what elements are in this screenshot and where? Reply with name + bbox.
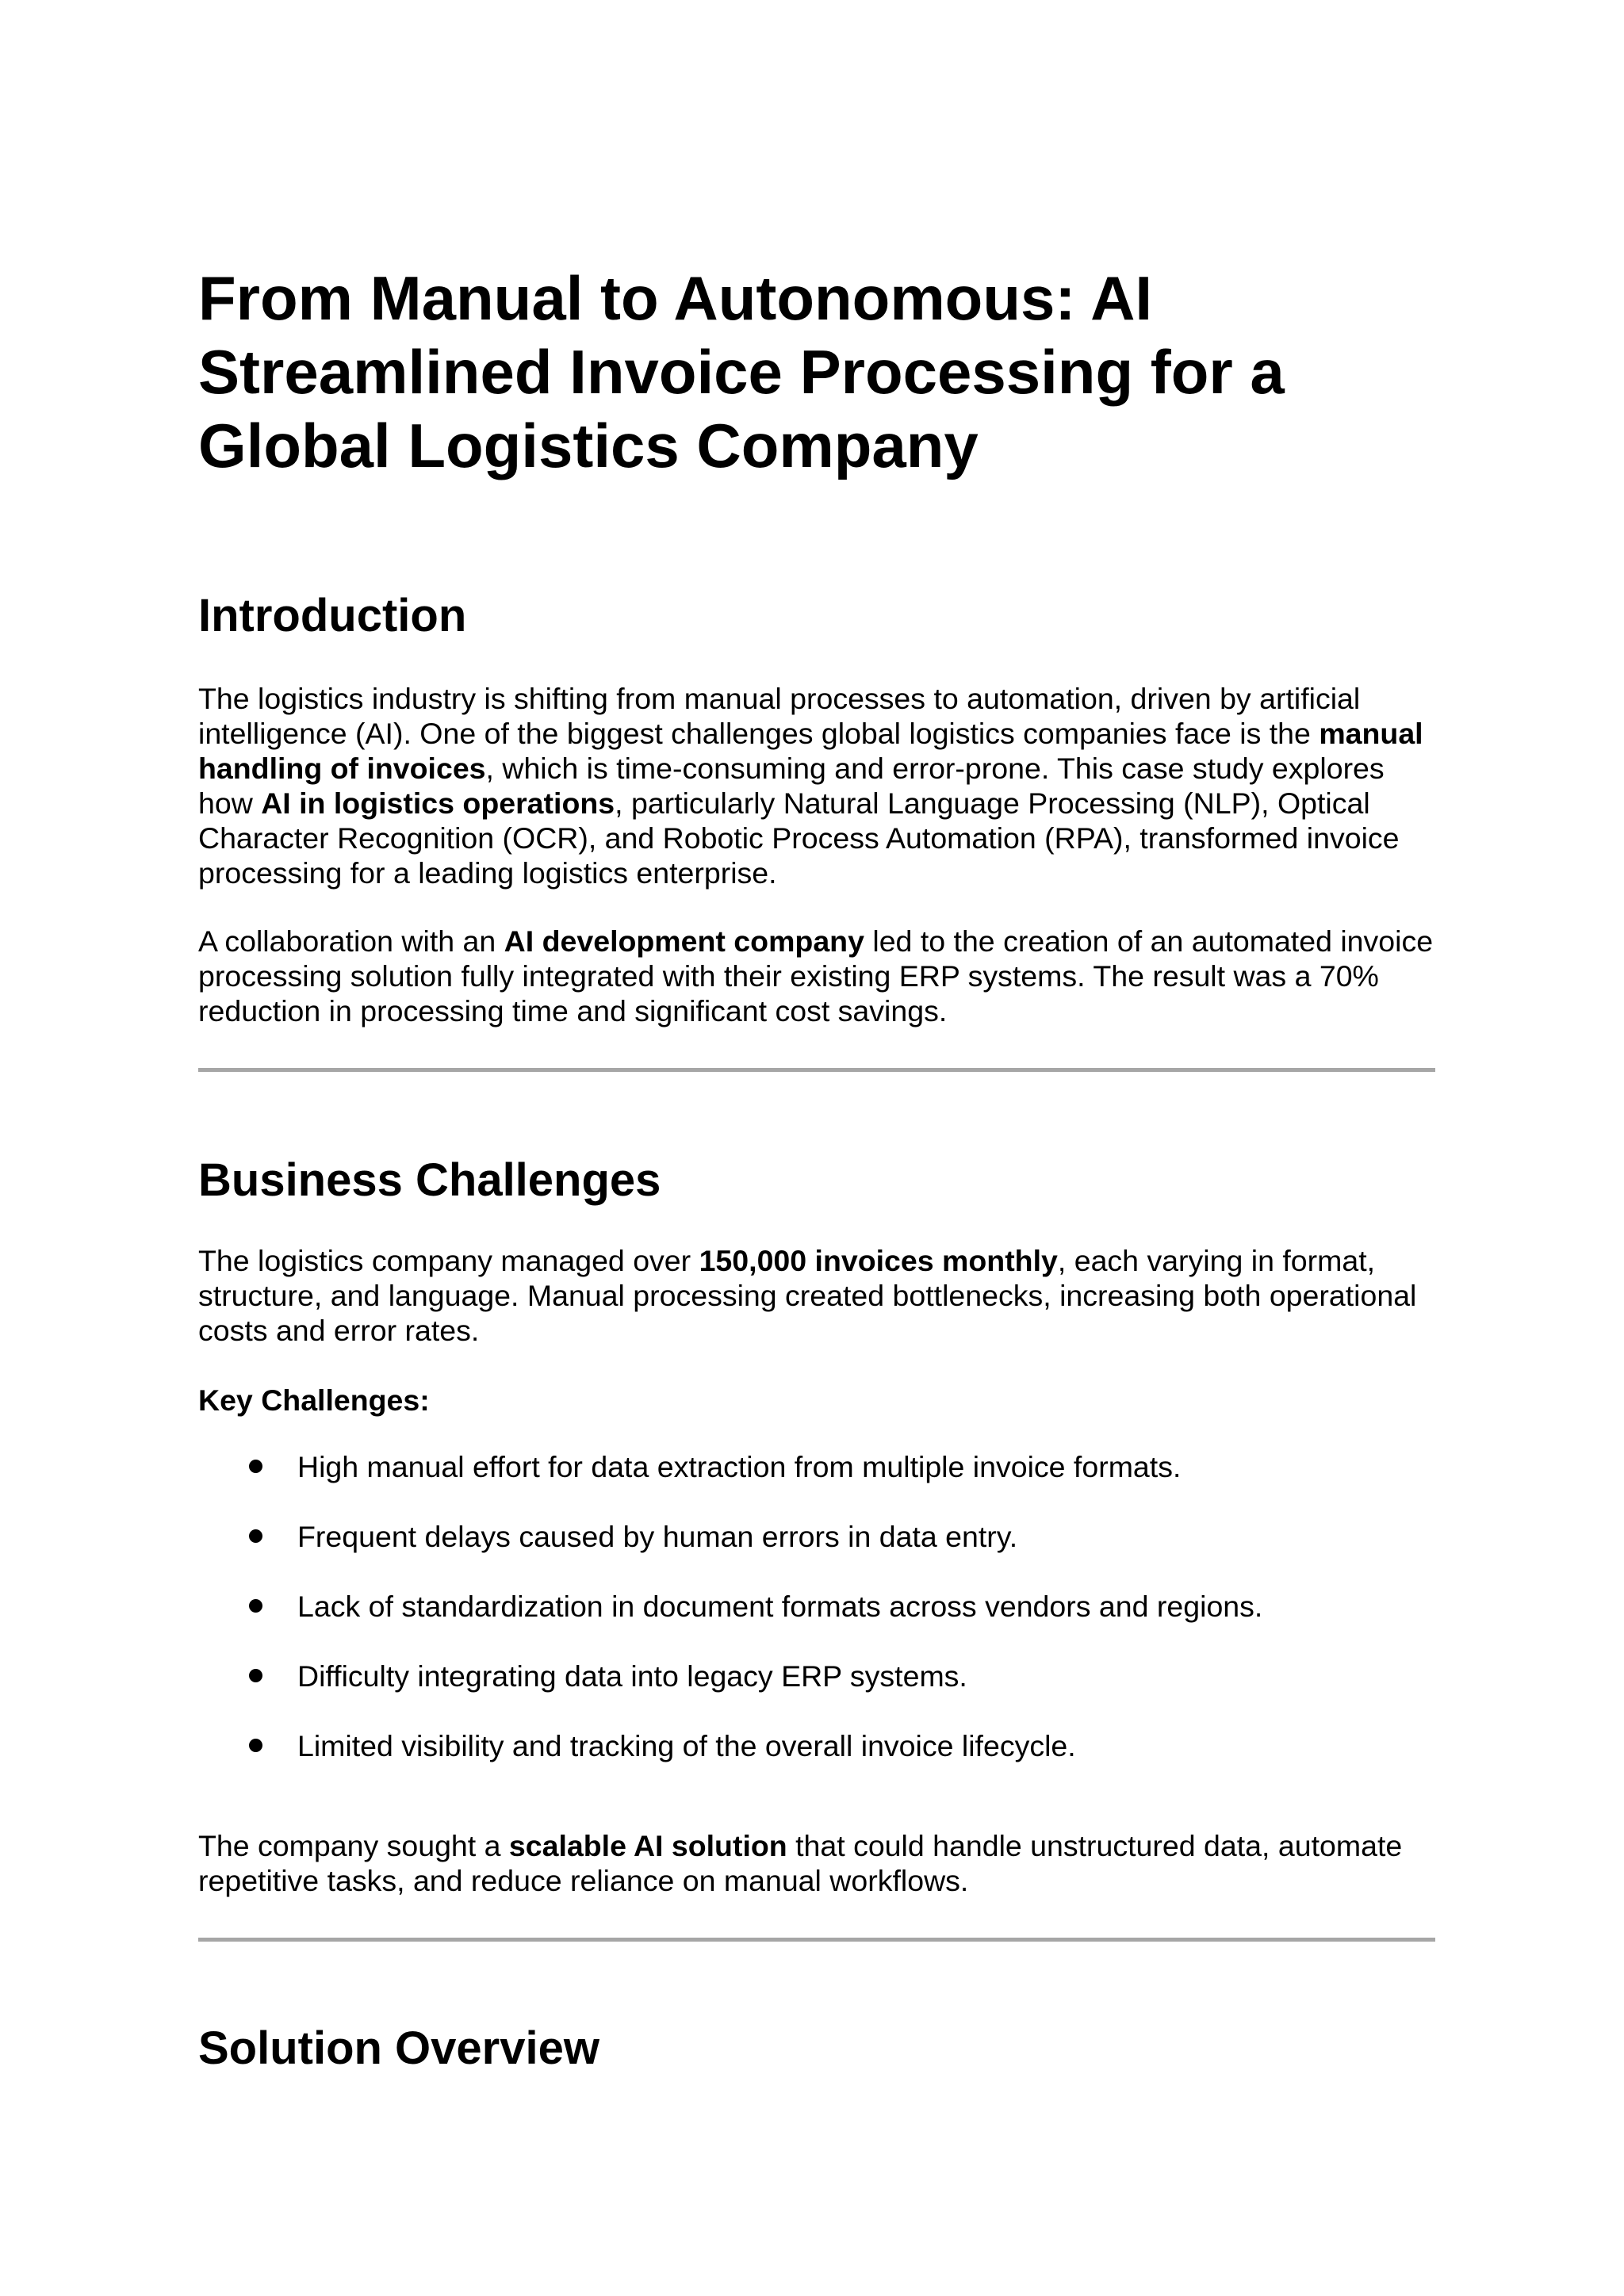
list-item: High manual effort for data extraction from multiple invoice formats.	[198, 1449, 1435, 1484]
bullet-icon	[249, 1739, 262, 1752]
document-title: From Manual to Autonomous: AI Streamlined Invoice Processing for a Global Logistics Company	[198, 263, 1285, 480]
challenges-paragraph-1: The logistics company managed over 150,000 invoices monthly, each varying in format, structure, and language. Manual processing created bottlenecks, increasing both operational costs and error rates.	[198, 1244, 1417, 1347]
list-item: Frequent delays caused by human errors in data entry.	[198, 1519, 1435, 1554]
bold-phrase: AI development company	[504, 924, 864, 958]
challenges-paragraph-2: The company sought a scalable AI solution that could handle unstructured data, automate repetitive tasks, and reduce reliance on manual workflows.	[198, 1829, 1403, 1897]
bullet-icon	[249, 1599, 262, 1613]
bold-phrase: 150,000 invoices monthly	[699, 1244, 1058, 1277]
section-heading-introduction: Introduction	[198, 590, 467, 641]
bullet-icon	[249, 1669, 262, 1682]
list-item: Lack of standardization in document formats across vendors and regions.	[198, 1589, 1435, 1624]
intro-paragraph-1: The logistics industry is shifting from manual processes to automation, driven by artificial intelligence (AI). One of the biggest challenges global logistics companies face is the manual handling of invoices, which is time-consuming and error-prone. This case study explores how AI in logistics operations, particularly Natural Language Processing (NLP), Optical Character Recognition (OCR), and Robotic Process Automation (RPA), transformed invoice processing for a leading logistics enterprise.	[198, 682, 1423, 890]
key-challenges-label: Key Challenges:	[198, 1383, 430, 1417]
bold-phrase: AI in logistics operations	[261, 786, 615, 820]
list-item: Difficulty integrating data into legacy ERP systems.	[198, 1659, 1435, 1693]
intro-paragraph-2: A collaboration with an AI development company led to the creation of an automated invoice processing solution fully integrated with their existing ERP systems. The result was a 70% reduction in processing time and significant cost savings.	[198, 924, 1434, 1027]
section-heading-solution-overview: Solution Overview	[198, 2022, 599, 2074]
document-page	[198, 262, 1435, 2076]
bullet-icon	[249, 1529, 262, 1543]
bold-phrase: scalable AI solution	[508, 1829, 787, 1862]
key-challenges-list	[198, 1449, 1435, 1763]
list-item: Limited visibility and tracking of the overall invoice lifecycle.	[198, 1728, 1435, 1763]
section-heading-business-challenges: Business Challenges	[198, 1154, 661, 1206]
bold-phrase: manual handling of invoices	[198, 717, 1423, 785]
bullet-icon	[249, 1460, 262, 1473]
